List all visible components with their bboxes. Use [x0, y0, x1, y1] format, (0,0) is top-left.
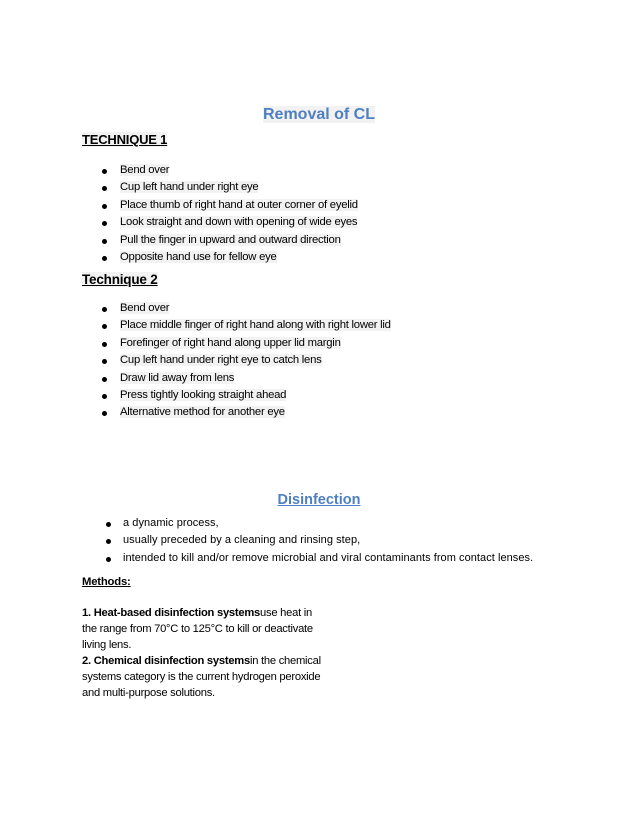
bullet-icon [102, 204, 107, 209]
bullet-icon [106, 557, 111, 562]
bullet-icon [102, 239, 107, 244]
list-item: Place thumb of right hand at outer corner of eyelid [82, 197, 358, 214]
technique1-heading: TECHNIQUE 1 [82, 132, 168, 147]
document-title [0, 106, 638, 124]
list-item: intended to kill and/or remove microbial and viral contaminants from contact lenses. [86, 550, 533, 567]
method1-paragraph: 1. Heat-based disinfection systemsuse heat in the range from 70°C to 125°C to kill or deactivate living lens. [82, 607, 313, 651]
list-item: Look straight and down with opening of wide eyes [82, 214, 358, 231]
bullet-icon [102, 307, 107, 312]
list-item: Alternative method for another eye [82, 404, 391, 421]
list-item: Pull the finger in upward and outward direction [82, 232, 358, 249]
methods-heading: Methods: [82, 576, 131, 588]
bullet-icon [102, 221, 107, 226]
list-item: Cup left hand under right eye to catch lens [82, 352, 391, 369]
list-item: usually preceded by a cleaning and rinsing step, [86, 532, 533, 549]
list-item: Opposite hand use for fellow eye [82, 249, 358, 266]
bullet-icon [102, 324, 107, 329]
bullet-icon [102, 342, 107, 347]
document-title-text: Removal of CL [262, 106, 375, 123]
technique1-list [82, 162, 358, 266]
list-item: a dynamic process, [86, 515, 533, 532]
bullet-icon [102, 256, 107, 261]
bullet-icon [106, 522, 111, 527]
list-item: Press tightly looking straight ahead [82, 387, 391, 404]
disinfection-list [86, 515, 533, 567]
list-item: Cup left hand under right eye [82, 179, 358, 196]
bullet-icon [102, 377, 107, 382]
method2-paragraph: 2. Chemical disinfection systemsin the chemical systems category is the current hydrogen peroxide and multi-purpose solutions. [82, 655, 321, 699]
disinfection-title: Disinfection [277, 492, 361, 508]
bullet-icon [102, 411, 107, 416]
technique2-list [82, 300, 391, 422]
bullet-icon [102, 186, 107, 191]
technique2-heading: Technique 2 [82, 272, 158, 287]
bullet-icon [102, 169, 107, 174]
list-item: Place middle finger of right hand along with right lower lid [82, 317, 391, 334]
list-item: Forefinger of right hand along upper lid margin [82, 335, 391, 352]
method1-label: 1. Heat-based disinfection systems [82, 607, 261, 619]
bullet-icon [106, 539, 111, 544]
list-item: Draw lid away from lens [82, 370, 391, 387]
list-item: Bend over [82, 162, 358, 179]
method2-label: 2. Chemical disinfection systems [82, 655, 250, 667]
bullet-icon [102, 359, 107, 364]
bullet-icon [102, 394, 107, 399]
list-item: Bend over [82, 300, 391, 317]
